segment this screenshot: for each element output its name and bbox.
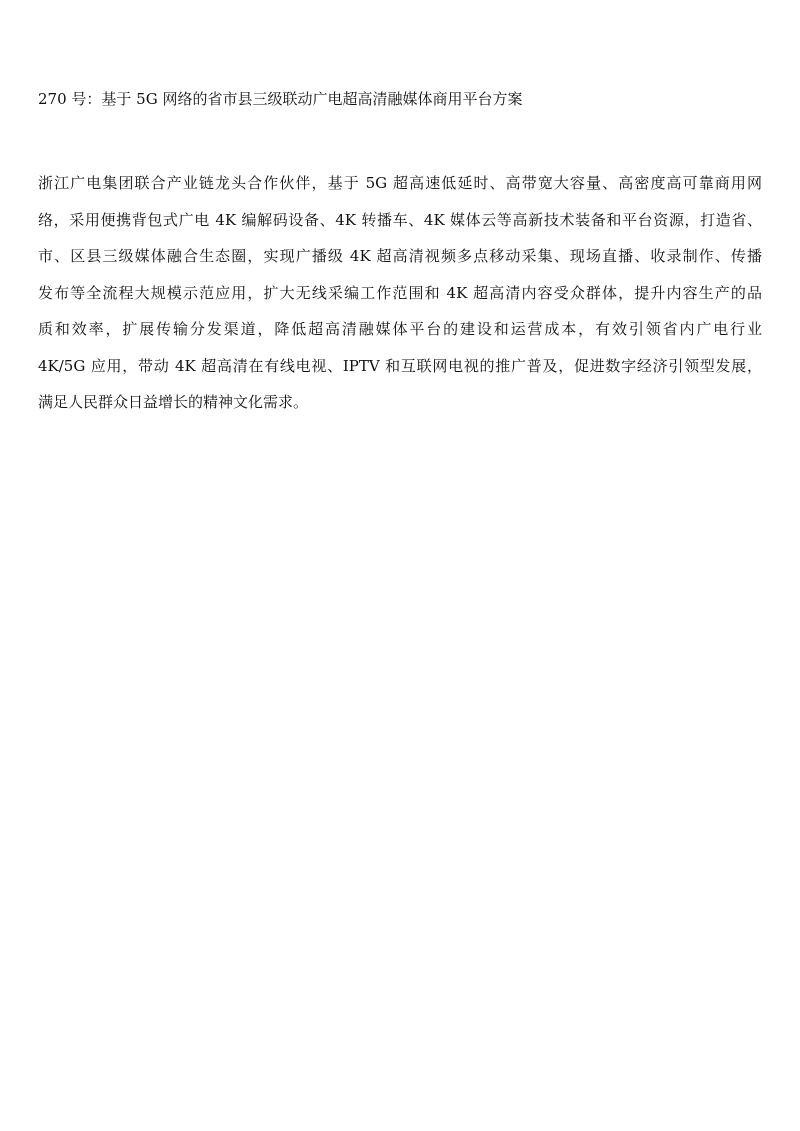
body-line: 浙江广电集团联合产业链龙头合作伙伴，基于 5G 超高速低延时、高带宽大容量、高密度高可靠商用网 [38,174,762,192]
body-line: 4K/5G 应用，带动 4K 超高清在有线电视、IPTV 和互联网电视的推广普及，促进数字经济引领型发展， [38,356,762,375]
body-line: 质和效率，扩展传输分发渠道，降低超高清融媒体平台的建设和运营成本，有效引领省内广电行业 [38,320,762,338]
body-line: 发布等全流程大规模示范应用，扩大无线采编工作范围和 4K 超高清内容受众群体，提升内容生产的品 [38,283,762,302]
body-line: 络，采用便携背包式广电 4K 编解码设备、4K 转播车、4K 媒体云等高新技术装备和平台资源，打造省、 [38,210,762,229]
document-body [38,168,762,424]
body-line: 市、区县三级媒体融合生态圈，实现广播级 4K 超高清视频多点移动采集、现场直播、收录制作、传播 [38,247,762,265]
body-line: 满足人民群众日益增长的精神文化需求。 [38,393,309,411]
document-title: 270 号：基于 5G 网络的省市县三级联动广电超高清融媒体商用平台方案 [38,90,523,108]
